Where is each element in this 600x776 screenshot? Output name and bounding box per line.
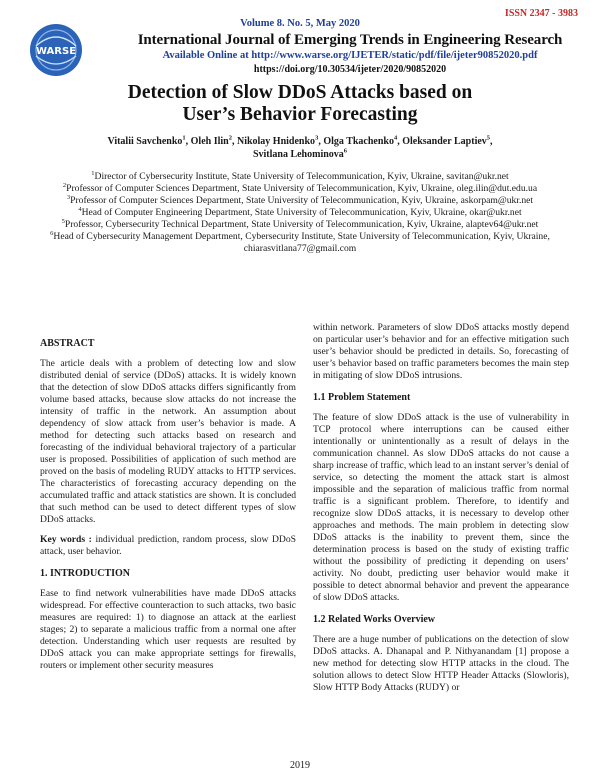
logo-text: WARSE: [35, 46, 77, 57]
left-column: [40, 322, 296, 680]
doi-link[interactable]: https://doi.org/10.30534/ijeter/2020/90852020: [253, 64, 447, 75]
affiliation: $^2$Professor of Computer Sciences Department, State University of Telecommunication, Kyiv, Ukraine, oleg.ilin@dut.edu.ua: [62, 181, 538, 194]
introduction-text: Ease to find network vulnerabilities have made DDoS attacks widespread. For effective counteraction to such attacks, two basic measures are required: 1) to diagnose an attack at the earliest stages; 2) to separate a malicious traffic from a normal one after detection. Understanding which user requests are resulted by DDoS attack you can make appropriate settings for firewalls, routers or implement other security measures: [40, 588, 296, 671]
keywords-text: individual prediction, random process, slow DDoS attack, user behavior.: [40, 534, 296, 557]
introduction-continued-text: within network. Parameters of slow DDoS attacks mostly depend on particular user’s behavior and for an effective mitigation such user’s behavior should be predicted in details. So, forecasting of user’s behavior based on traffic parameters becomes the main step in mitigating of slow DDoS intrusions.: [313, 322, 569, 381]
author-list: [40, 135, 560, 161]
author: Oleksander Laptiev$^5$,: [402, 134, 493, 147]
affiliation: $^1$Director of Cybersecurity Institute, State University of Telecommunication, Kyiv, Ukraine, savitan@ukr.net: [91, 169, 509, 182]
journal-title: International Journal of Emerging Trends in Engineering Research: [137, 32, 563, 48]
abstract-heading: ABSTRACT: [40, 338, 95, 349]
affiliation-list: [40, 171, 560, 255]
author: Vitalii Savchenko$^1$,: [107, 134, 191, 147]
affiliation: $^4$Head of Computer Engineering Department, State University of Telecommunication, Kyiv, Ukraine, okar@ukr.net: [78, 205, 522, 218]
problem-statement-heading: 1.1 Problem Statement: [313, 392, 411, 403]
affiliation: $^5$Professor, Cybersecurity Technical Department, State University of Telecommunication, Kyiv, Ukraine, alaptev64@ukr.net: [61, 217, 539, 230]
abstract-text: The article deals with a problem of detecting low and slow distributed denial of service (DDoS) attacks. It is widely known that the detection of slow DDoS attacks differs significantly from volume based attacks, because slow attacks do not increase the intensity of traffic in the network. An assumption about dependency of slow attack from user’s behavior is made. A method for detecting such attacks based on research and forecasting of the individual behavioral trajectory of a particular user is proposed. Possibilities of application of such method are proved on the basis of modeling RUDY attacks to HTTP services. The characteristics of forecasting accuracy depending on the accumulated traffic and attack statistics are shown. It is concluded that such method can be used to detect different types of slow DDoS attacks.: [40, 358, 296, 525]
affiliation: $^3$Professor of Computer Sciences Department, State University of Telecommunication, Kyiv, Ukraine, askorpam@ukr.net: [66, 193, 534, 206]
title-line-1: Detection of Slow DDoS Attacks based on: [127, 82, 473, 103]
keywords-label: Key words :: [40, 534, 92, 545]
volume-info: Volume 8. No. 5, May 2020: [240, 18, 360, 29]
related-works-text: There are a huge number of publications on the detection of slow DDoS attacks. A. Dhanapal and P. Nithyanandam [1] propose a new method for detecting slow HTTP attacks in the cloud. The solution allows to detect Slow HTTP Header Attacks (Slowloris), Slow HTTP Body Attacks (RUDY) or: [313, 634, 569, 693]
affiliation: $^6$Head of Cybersecurity Management Department, Cybersecurity Institute, State University of Telecommunication, Kyiv, Ukraine, chiarasvitlana77@gmail.com: [50, 229, 550, 254]
paper-title: [60, 82, 540, 126]
author: Olga Tkachenko$^4$,: [323, 134, 403, 147]
author: Nikolay Hnidenko$^3$,: [236, 134, 324, 147]
page-number: 2019: [290, 760, 310, 771]
problem-statement-text: The feature of slow DDoS attack is the use of vulnerability in TCP protocol where interruptions can be caused either intentionally or unintentionally as a result of delays in the communication channel. As slow DDoS attacks do not cause a sharp increase of traffic, which lead to an instant server’s denial of service, so detecting the moment the attack start is almost impossible and the separation of malicious traffic from normal traffic is a significant problem. Therefore, to identify and recognize slow DDoS attacks, it is necessary to develop other approaches and methods. The main problem in detecting slow DDoS attacks is the inability to prevent them, since the determination process is based on the study of existing traffic without the possibility of predicting it depending on users’ activity. No doubt, predicting user behavior would make it possible to detect abnormal behavior and prevent the appearance of slow DDoS attacks.: [313, 412, 569, 603]
right-column: [313, 322, 569, 702]
keywords: [40, 534, 296, 558]
issn-label: ISSN 2347 - 3983: [504, 8, 578, 19]
warse-logo: [28, 22, 84, 78]
introduction-heading: 1. INTRODUCTION: [40, 568, 131, 579]
title-line-2: User’s Behavior Forecasting: [182, 104, 418, 125]
author: Svitlana Lehominova$^6$: [252, 147, 348, 160]
available-online-link[interactable]: Available Online at http://www.warse.org/IJETER/static/pdf/file/ijeter90852020.pdf: [162, 50, 538, 61]
author: Oleh Ilin$^2$,: [190, 134, 237, 147]
related-works-heading: 1.2 Related Works Overview: [313, 614, 436, 625]
